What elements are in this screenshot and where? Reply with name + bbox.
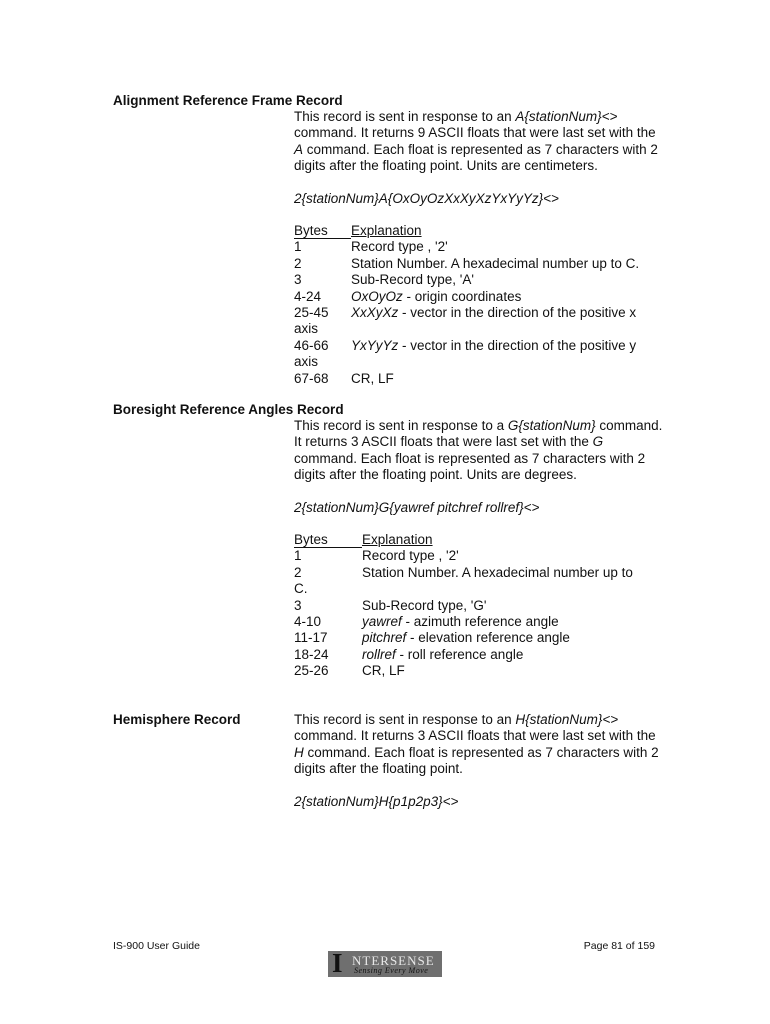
explanation-cell [362, 548, 664, 564]
bytes-cell: 25-45 [294, 305, 329, 321]
text-run: G [592, 434, 604, 450]
text-run: command. It returns 3 ASCII floats that were last set with the [294, 728, 656, 744]
explanation-cell [351, 371, 664, 387]
alignment-command-format: 2{stationNum}A{OxOyOzXxXyXzYxYyYz}<> [294, 191, 559, 206]
text-run: H [294, 744, 304, 760]
bytes-column-header: Bytes [294, 533, 362, 548]
cell-run: - vector in the direction of the positive y [398, 337, 637, 353]
bytes-cell: axis [294, 354, 319, 370]
bytes-cell: 11-17 [294, 630, 328, 646]
table-row [294, 630, 664, 646]
bytes-cell: 4-24 [294, 288, 322, 304]
bytes-cell: 46-66 [294, 337, 329, 353]
bytes-cell: 18-24 [294, 646, 329, 662]
text-run: H{stationNum}<> [515, 712, 619, 727]
hemisphere-command-format: 2{stationNum}H{p1p2p3}<> [294, 794, 459, 809]
explanation-cell [362, 663, 664, 679]
boresight-description [294, 418, 664, 484]
logo-tagline: Sensing Every Move [354, 966, 429, 975]
cell-run: CR, LF [362, 663, 405, 679]
explanation-cell [362, 630, 664, 646]
cell-run: yawref [362, 614, 402, 630]
explanation-cell [362, 647, 664, 663]
table-row [294, 614, 664, 630]
explanation-cell [351, 354, 664, 370]
hemisphere-section-title: Hemisphere Record [113, 712, 241, 727]
boresight-paragraph [294, 418, 664, 484]
table-row [294, 272, 664, 288]
table-row [294, 565, 664, 581]
text-run: command. It returns 9 ASCII floats that were last set with the [294, 125, 656, 141]
cell-run: - azimuth reference angle [401, 614, 559, 630]
cell-run: OxOyOz [351, 288, 403, 304]
table-row [294, 305, 664, 321]
explanation-column-header: Explanation [351, 223, 422, 238]
table-row [294, 256, 664, 272]
footer-page-number: Page 81 of 159 [583, 940, 655, 952]
cell-run: pitchref [362, 630, 407, 646]
explanation-cell [362, 598, 664, 614]
bytes-column-header: Bytes [294, 224, 351, 239]
table-row [294, 663, 664, 679]
explanation-cell [362, 581, 664, 597]
bytes-cell: 1 [294, 548, 302, 564]
text-run: command. Each float is represented as 7 characters with 2 digits after the floating point. Units are degrees. [294, 450, 646, 483]
text-run: A{stationNum}<> [515, 109, 618, 124]
cell-run: rollref [362, 646, 396, 662]
table-row [294, 354, 664, 370]
alignment-section-title: Alignment Reference Frame Record [113, 93, 343, 108]
bytes-cell: 25-26 [294, 663, 329, 679]
explanation-cell [351, 272, 664, 288]
table-row [294, 289, 664, 305]
cell-run: Record type , '2' [351, 239, 448, 255]
text-run: command. Each float is represented as 7 characters with 2 digits after the floating point. [294, 744, 659, 777]
explanation-column-header: Explanation [362, 532, 433, 547]
cell-run: CR, LF [351, 370, 394, 386]
table-row [294, 371, 664, 387]
cell-run: - origin coordinates [402, 288, 522, 304]
footer-document-title: IS-900 User Guide [113, 940, 200, 952]
text-run: command. Each float is represented as 7 characters with 2 digits after the floating point. Units are centimeters. [294, 141, 658, 174]
text-run: command. It returns 3 ASCII floats that were last set with the [294, 418, 663, 450]
table-row [294, 239, 664, 255]
explanation-cell [351, 239, 664, 255]
bytes-cell: C. [294, 581, 308, 597]
cell-run: - elevation reference angle [406, 630, 570, 646]
text-run: This record is sent in response to an [294, 109, 516, 124]
table-row [294, 548, 664, 564]
bytes-cell: axis [294, 321, 319, 337]
text-run: This record is sent in response to a [294, 418, 508, 433]
table-row [294, 321, 664, 337]
alignment-bytes-table [294, 223, 664, 387]
explanation-cell [351, 338, 664, 354]
table-row [294, 338, 664, 354]
explanation-cell [351, 305, 664, 321]
cell-run: Station Number. A hexadecimal number up to C. [351, 255, 640, 271]
explanation-cell [351, 256, 664, 272]
bytes-cell: 2 [294, 255, 302, 271]
cell-run: Station Number. A hexadecimal number up to [362, 564, 633, 580]
bytes-cell: 4-10 [294, 614, 322, 630]
boresight-section-title: Boresight Reference Angles Record [113, 402, 344, 417]
cell-run: - vector in the direction of the positive x [398, 305, 637, 321]
cell-run: YxYyYz [351, 337, 399, 353]
bytes-cell: 3 [294, 272, 302, 288]
table-row [294, 598, 664, 614]
boresight-bytes-table [294, 532, 664, 680]
bytes-cell: 2 [294, 564, 302, 580]
alignment-description [294, 109, 664, 175]
cell-run: - roll reference angle [395, 646, 524, 662]
explanation-cell [351, 289, 664, 305]
table-row [294, 647, 664, 663]
bytes-cell: 1 [294, 239, 302, 255]
intersense-logo [328, 951, 442, 977]
boresight-command-format: 2{stationNum}G{yawref pitchref rollref}<> [294, 500, 540, 515]
alignment-paragraph [294, 109, 664, 175]
bytes-cell: 3 [294, 597, 302, 613]
table-row [294, 581, 664, 597]
table-header-row [294, 532, 664, 548]
text-run: This record is sent in response to an [294, 712, 516, 727]
text-run: G{stationNum} [507, 418, 596, 433]
cell-run: Record type , '2' [362, 548, 459, 564]
explanation-cell [362, 565, 664, 581]
cell-run: Sub-Record type, 'A' [351, 272, 474, 288]
cell-run: Sub-Record type, 'G' [362, 597, 487, 613]
cell-run: XxXyXz [351, 305, 399, 321]
table-header-row [294, 223, 664, 239]
hemisphere-description [294, 712, 664, 778]
logo-initial: I [332, 951, 343, 977]
hemisphere-paragraph [294, 712, 664, 778]
explanation-cell [362, 614, 664, 630]
bytes-cell: 67-68 [294, 370, 329, 386]
text-run: A [294, 141, 304, 157]
explanation-cell [351, 321, 664, 337]
logo-name: NTERSENSE [352, 953, 435, 968]
